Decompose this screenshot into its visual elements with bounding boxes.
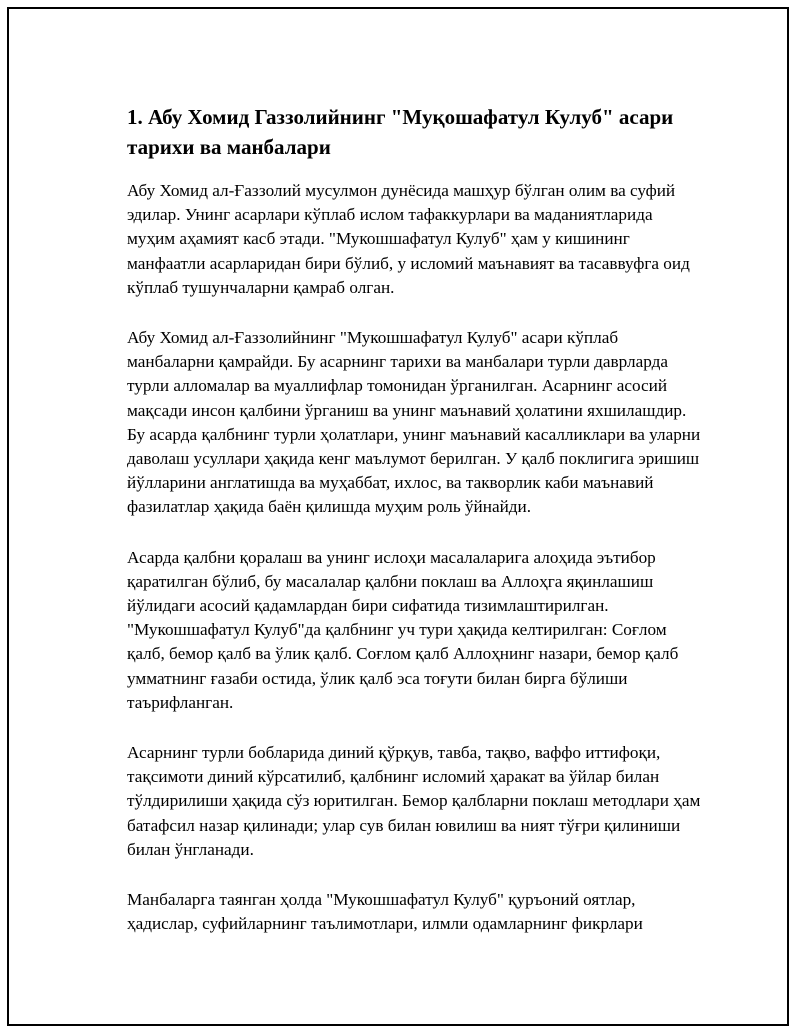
paragraph-1: Абу Хомид ал-Ғаззолий мусулмон дунёсида машҳур бўлган олим ва суфий эдилар. Унинг асарлари кўплаб ислом тафаккурлари ва маданиятларида муҳим аҳамият касб этади. "Мукошшафатул Кулуб" ҳам у кишининг манфаатли асарларидан бири бўлиб, у исломий маънавият ва тасаввуфга оид кўплаб тушунчаларни қамраб олган. [127, 181, 690, 297]
paragraph-3: Асарда қалбни қоралаш ва унинг ислоҳи масалаларига алоҳида эътибор қаратилган бўлиб, бу масалалар қалбни поклаш ва Аллоҳга яқинлашиш йўлидаги асосий қадамлардан бири сифатида тизимлаштирилган. "Мукошшафатул Кулуб"да қалбнинг уч тури ҳақида келтирилган: Соғлом қалб, бемор қалб ва ўлик қалб. Соғлом қалб Аллоҳнинг назари, бемор қалб умматнинг ғазаби остида, ўлик қалб эса тоғути билан бирга бўлиши таърифланган. [127, 547, 679, 712]
page-frame [7, 7, 789, 1026]
paragraph-2: Абу Хомид ал-Ғаззолийнинг "Мукошшафатул Кулуб" асари кўплаб манбаларни қамрайди. Бу асарнинг тарихи ва манбалари турли даврларда турли алломалар ва муаллифлар томонидан ўрганилган. Асарнинг асосий мақсади инсон қалбини ўрганиш ва унинг маънавий ҳолатини яхшилашдир. Бу асарда қалбнинг турли ҳолатлари, унинг маънавий касалликлари ва уларни даволаш усуллари ҳақида кенг маълумот берилган. У қалб поклигига эришиш йўлларини англатишда ва муҳаббат, ихлос, ва такворлик каби маънавий фазилатлар ҳақида баён қилишда муҳим роль ўйнайди. [127, 328, 701, 517]
section-heading: 1. Абу Хомид Газзолийнинг "Муқошафатул Кулуб" асари тарихи ва манбалари [127, 105, 674, 159]
paragraph-5: Манбаларга таянган ҳолда "Мукошшафатул Кулуб" қуръоний оятлар, ҳадислар, суфийларнинг таълимотлари, илмли одамларнинг фикрлари [127, 890, 643, 934]
document-body [127, 102, 702, 962]
paragraph-4: Асарнинг турли бобларида диний қўрқув, тавба, тақво, ваффо иттифоқи, тақсимоти диний кўрсатилиб, қалбнинг исломий ҳаракат ва ўйлар билан тўлдирилиши ҳақида сўз юритилган. Бемор қалбларни поклаш методлари ҳам батафсил назар қилинади; улар сув билан ювилиш ва ният тўғри қилиниши билан ўнгланади. [127, 743, 701, 859]
